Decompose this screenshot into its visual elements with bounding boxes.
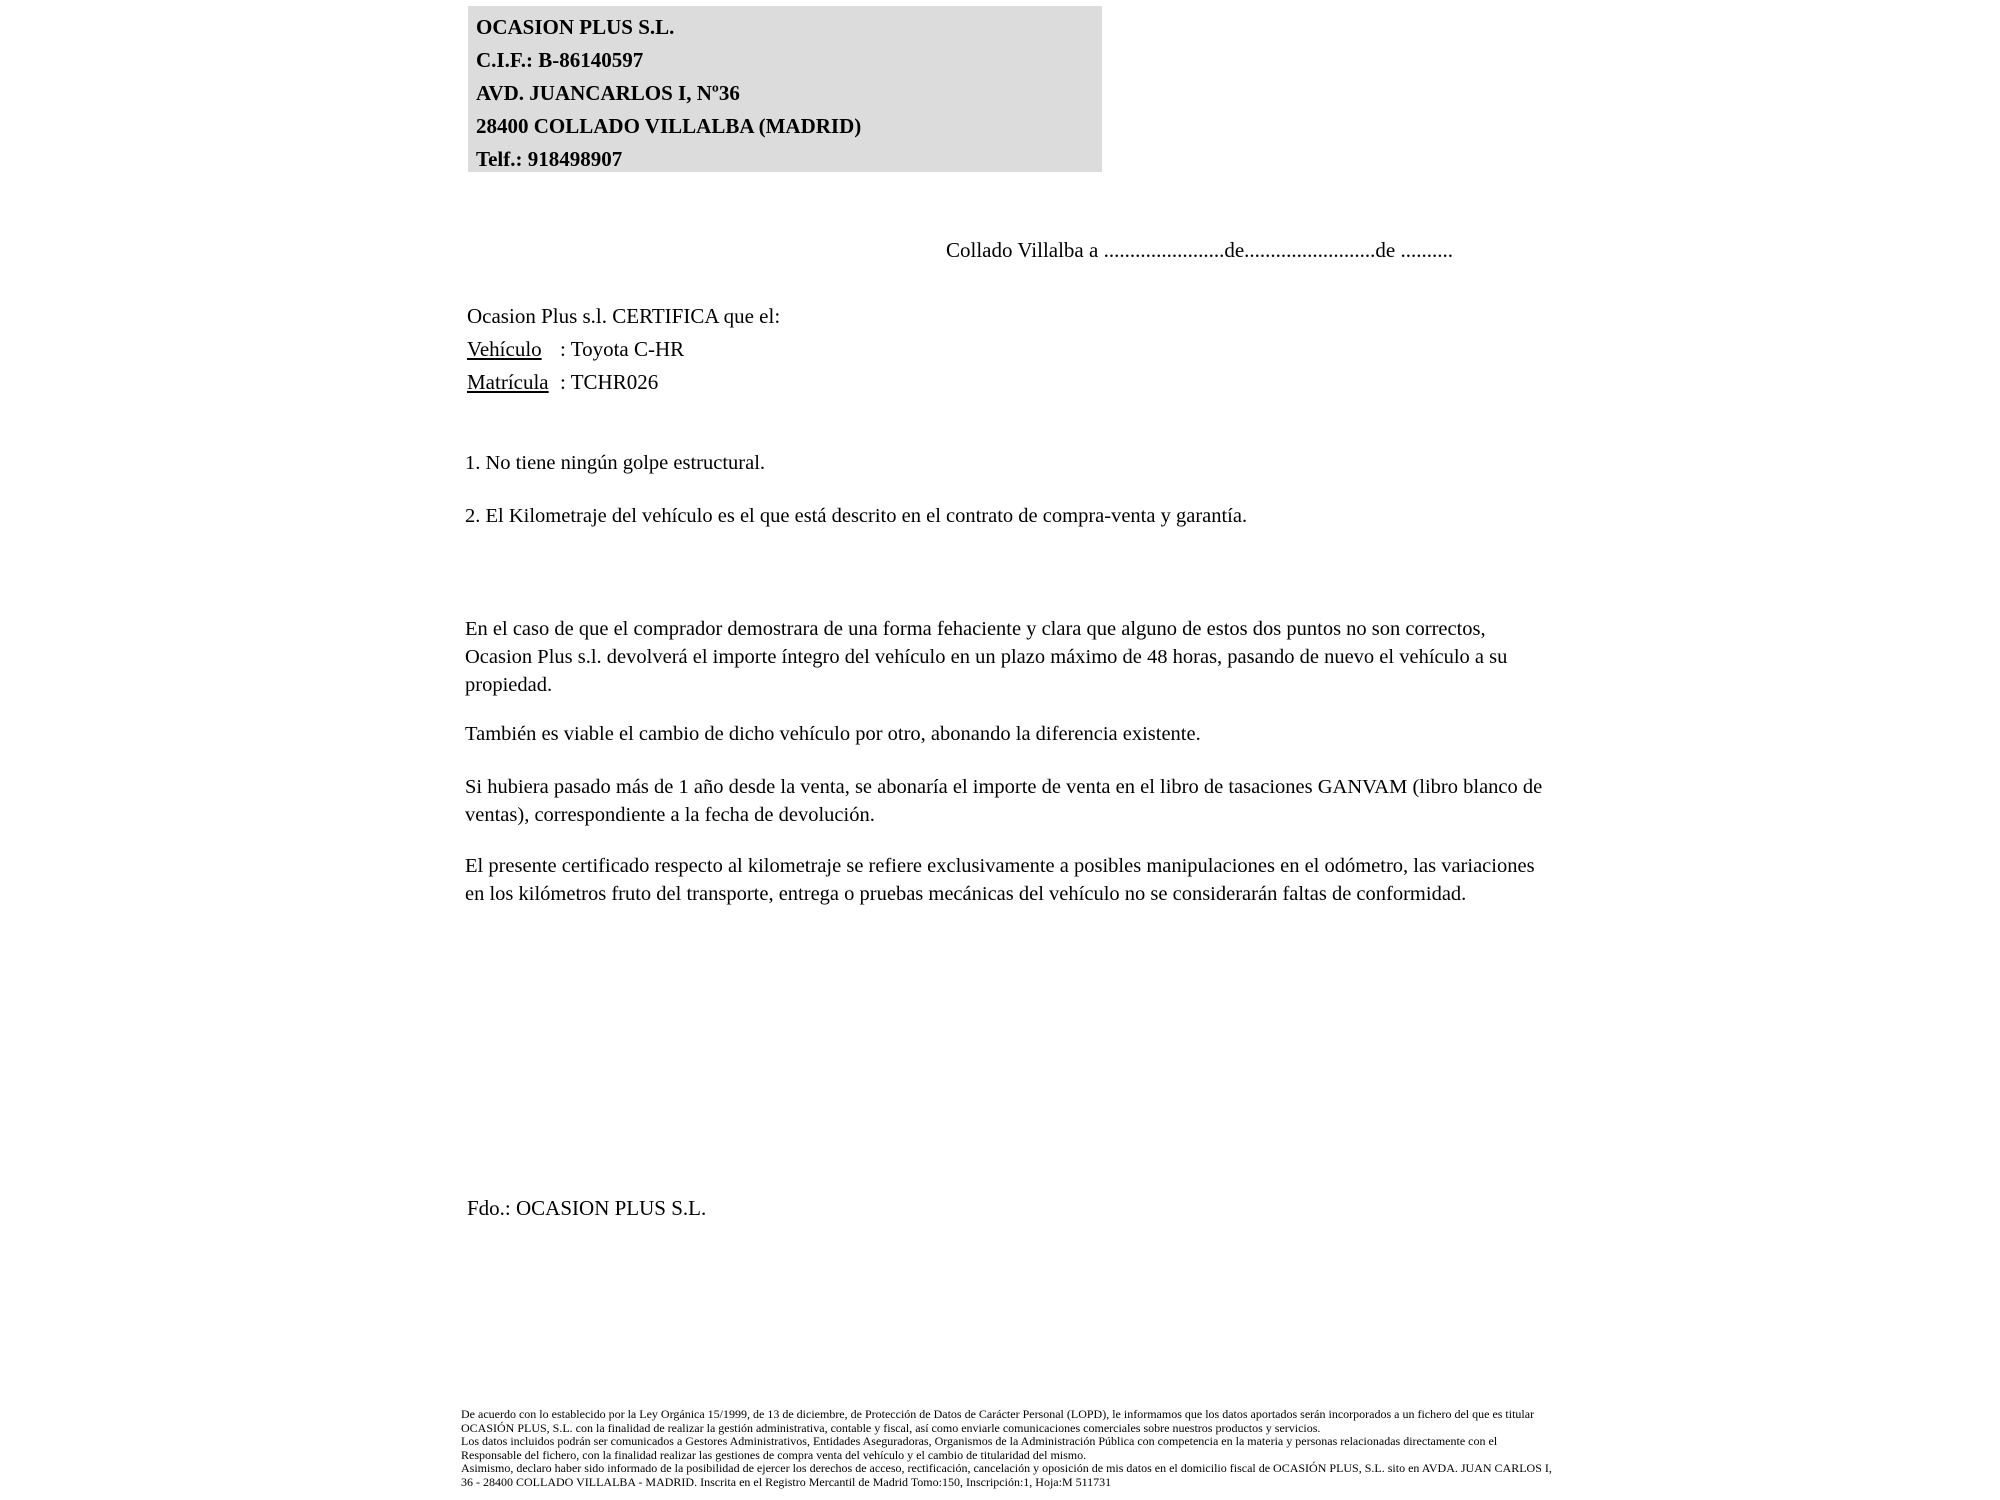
legal-paragraph-lopd: De acuerdo con lo establecido por la Ley Orgánica 15/1999, de 13 de diciembre, de Protección de Datos de Carácter Personal (LOPD), le informamos que los datos aportados serán incorporados a un fichero del que es titular OCASIÓN PLUS, S.L. con la finalidad de realizar la gestión administrativa, contable y fiscal, así como enviarle comunicaciones comerciales sobre nuestros productos y servicios. [461,1407,1535,1435]
plate-label: Matrícula [467,370,549,394]
paragraph-refund: En el caso de que el comprador demostrara de una forma fehaciente y clara que alguno de estos dos puntos no son correctos, Ocasion Plus s.l. devolverá el importe íntegro del vehículo en un plazo máximo de 48 horas, pasando de nuevo el vehículo a su propiedad. [465,618,1508,696]
plate-row [467,366,780,399]
date-line: Collado Villalba a .......................de.........................de .......... [946,238,1453,262]
signature-line: Fdo.: OCASION PLUS S.L. [467,1196,707,1220]
point-structural: 1. No tiene ningún golpe estructural. [465,452,766,474]
legal-paragraph-rights: Asimismo, declaro haber sido informado de la posibilidad de ejercer los derechos de acceso, rectificación, cancelación y oposición de mis datos en el domicilio fiscal de OCASIÓN PLUS, S.L. sito en AVDA. JUAN CARLOS I, 36 - 28400 COLLADO VILLALBA - MADRID. Inscrita en el Registro Mercantil de Madrid Tomo:150, Inscripción:1, Hoja:M 511731 [461,1461,1552,1489]
vehicle-label: Vehículo [467,337,542,361]
paragraph-exchange: También es viable el cambio de dicho vehículo por otro, abonando la diferencia existente. [465,723,1201,745]
company-name: OCASION PLUS S.L. [476,15,675,39]
paragraph-odometer: El presente certificado respecto al kilometraje se refiere exclusivamente a posibles manipulaciones en el odómetro, las variaciones en los kilómetros fruto del transporte, entrega o pruebas mecánicas del vehículo no se considerarán faltas de conformidad. [465,855,1535,905]
certify-block [467,300,780,399]
legal-paragraph-data-sharing: Los datos incluidos podrán ser comunicados a Gestores Administrativos, Entidades Aseguradoras, Organismos de la Administración Pública con competencia en la materia y personas relacionadas directamente con el Responsable del fichero, con la finalidad realizar las gestiones de compra venta del vehículo y el cambio de titularidad del mismo. [461,1434,1498,1462]
vehicle-row [467,333,780,366]
company-cif: C.I.F.: B-86140597 [476,48,644,72]
company-header [468,6,1102,172]
company-address: AVD. JUANCARLOS I, Nº36 [476,81,740,105]
paragraph-ganvam: Si hubiera pasado más de 1 año desde la venta, se abonaría el importe de venta en el libro de tasaciones GANVAM (libro blanco de ventas), correspondiente a la fecha de devolución. [465,776,1543,826]
company-city: 28400 COLLADO VILLALBA (MADRID) [476,114,862,138]
company-phone: Telf.: 918498907 [476,147,623,171]
certify-intro: Ocasion Plus s.l. CERTIFICA que el: [467,304,781,328]
point-mileage: 2. El Kilometraje del vehículo es el que está descrito en el contrato de compra-venta y garantía. [465,505,1248,527]
vehicle-value: : Toyota C-HR [560,337,685,361]
legal-footer [461,1408,1553,1489]
plate-value: : TCHR026 [560,370,659,394]
